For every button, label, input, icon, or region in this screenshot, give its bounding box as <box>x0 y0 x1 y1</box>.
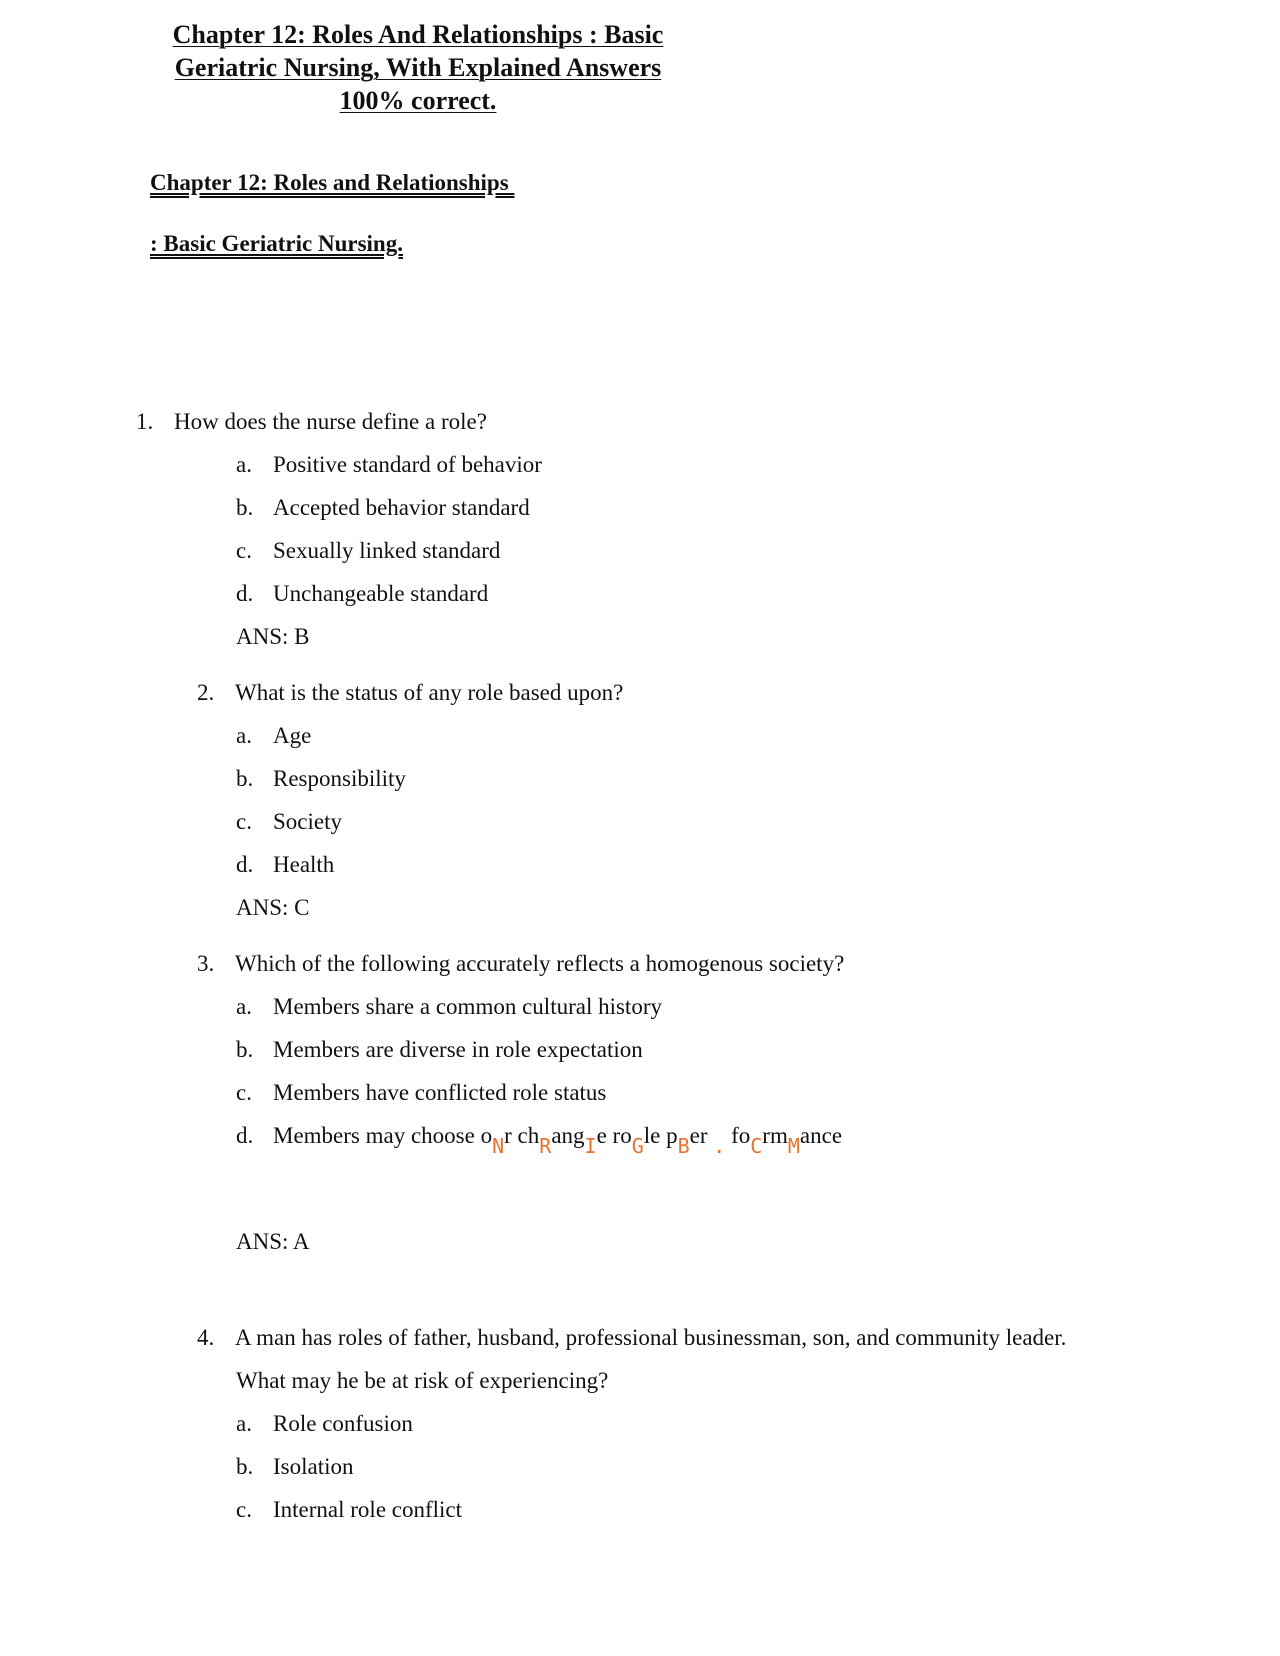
q1-answer: ANS: B <box>236 624 310 649</box>
option-letter: b. <box>236 766 254 791</box>
course-subheading: : Basic Geriatric Nursing. <box>150 231 403 256</box>
watermark-letter: . <box>713 1134 726 1158</box>
option-text-part: fo <box>725 1123 751 1148</box>
option-text: Internal role conflict <box>273 1497 463 1522</box>
option-letter: c. <box>236 1080 252 1105</box>
q4-option-b <box>236 1453 354 1481</box>
q1-option-b <box>236 494 530 522</box>
watermark-letter: M <box>787 1134 800 1158</box>
q3-option-d <box>236 1122 843 1158</box>
option-letter: a. <box>236 723 252 748</box>
question-number: 4. <box>197 1325 215 1350</box>
option-text: Members are diverse in role expectation <box>273 1037 643 1062</box>
option-text-part: ance <box>799 1123 843 1148</box>
watermark-letter: C <box>750 1134 763 1158</box>
title-line-3: 100% correct. <box>339 86 497 115</box>
option-letter: c. <box>236 1497 252 1522</box>
q4-option-c <box>236 1496 462 1524</box>
q3-answer: ANS: A <box>236 1229 310 1254</box>
option-text: Sexually linked standard <box>273 538 501 563</box>
option-text: Role confusion <box>273 1411 413 1436</box>
document-title <box>148 18 688 117</box>
option-text-part: Members may choose o <box>273 1123 493 1148</box>
option-text: Unchangeable standard <box>273 581 489 606</box>
option-text-part: rm <box>762 1123 788 1148</box>
question-text: Which of the following accurately reflects a homogenous society? <box>235 951 845 976</box>
option-letter: b. <box>236 495 254 520</box>
watermark-letter: N <box>492 1134 505 1158</box>
question-text: A man has roles of father, husband, professional businessman, son, and community leader. <box>235 1325 1067 1350</box>
watermark-letter: I <box>584 1134 597 1158</box>
option-text: Health <box>273 852 335 877</box>
q2-option-d <box>236 851 334 879</box>
option-letter: d. <box>236 1123 254 1148</box>
option-text-part: ang <box>551 1123 585 1148</box>
q3-option-c <box>236 1079 606 1107</box>
title-line-2: Geriatric Nursing, With Explained Answers <box>174 53 662 82</box>
option-letter: c. <box>236 809 252 834</box>
option-text: Age <box>273 723 312 748</box>
question-number: 2. <box>197 680 215 705</box>
question-4 <box>197 1324 1066 1352</box>
option-letter: b. <box>236 1454 254 1479</box>
question-1 <box>136 408 487 436</box>
option-text: Members share a common cultural history <box>273 994 662 1019</box>
option-letter: b. <box>236 1037 254 1062</box>
option-letter: a. <box>236 1411 252 1436</box>
option-letter: d. <box>236 852 254 877</box>
q1-option-d <box>236 580 488 608</box>
question-number: 3. <box>197 951 215 976</box>
question-text: What is the status of any role based upon? <box>235 680 624 705</box>
option-text-part: r ch <box>504 1123 540 1148</box>
question-4-continued: What may he be at risk of experiencing? <box>236 1368 609 1393</box>
option-letter: a. <box>236 452 252 477</box>
watermark-letter: R <box>539 1134 552 1158</box>
q2-option-a <box>236 722 311 750</box>
q2-option-c <box>236 808 342 836</box>
option-text: Members have conflicted role status <box>273 1080 607 1105</box>
q2-answer: ANS: C <box>236 895 310 920</box>
q1-option-c <box>236 537 500 565</box>
option-text: Positive standard of behavior <box>273 452 542 477</box>
q2-option-b <box>236 765 406 793</box>
q3-option-a <box>236 993 662 1021</box>
q1-option-a <box>236 451 542 479</box>
option-letter: d. <box>236 581 254 606</box>
watermark-letter: G <box>631 1134 644 1158</box>
title-line-1: Chapter 12: Roles And Relationships : Basic <box>172 20 664 49</box>
option-letter: c. <box>236 538 252 563</box>
q3-option-b <box>236 1036 643 1064</box>
option-text-part: er <box>689 1123 714 1148</box>
option-text: Accepted behavior standard <box>273 495 530 520</box>
question-2 <box>197 679 623 707</box>
question-3 <box>197 950 844 978</box>
option-text: Society <box>273 809 342 834</box>
chapter-subheading: Chapter 12: Roles and Relationships <box>150 170 515 195</box>
watermark-letter: B <box>677 1134 690 1158</box>
question-text: How does the nurse define a role? <box>174 409 487 434</box>
question-number: 1. <box>136 409 154 434</box>
option-text-part: le p <box>643 1123 678 1148</box>
option-text-part: e ro <box>596 1123 632 1148</box>
q4-option-a <box>236 1410 413 1438</box>
option-letter: a. <box>236 994 252 1019</box>
option-text: Isolation <box>273 1454 354 1479</box>
option-text: Responsibility <box>273 766 406 791</box>
